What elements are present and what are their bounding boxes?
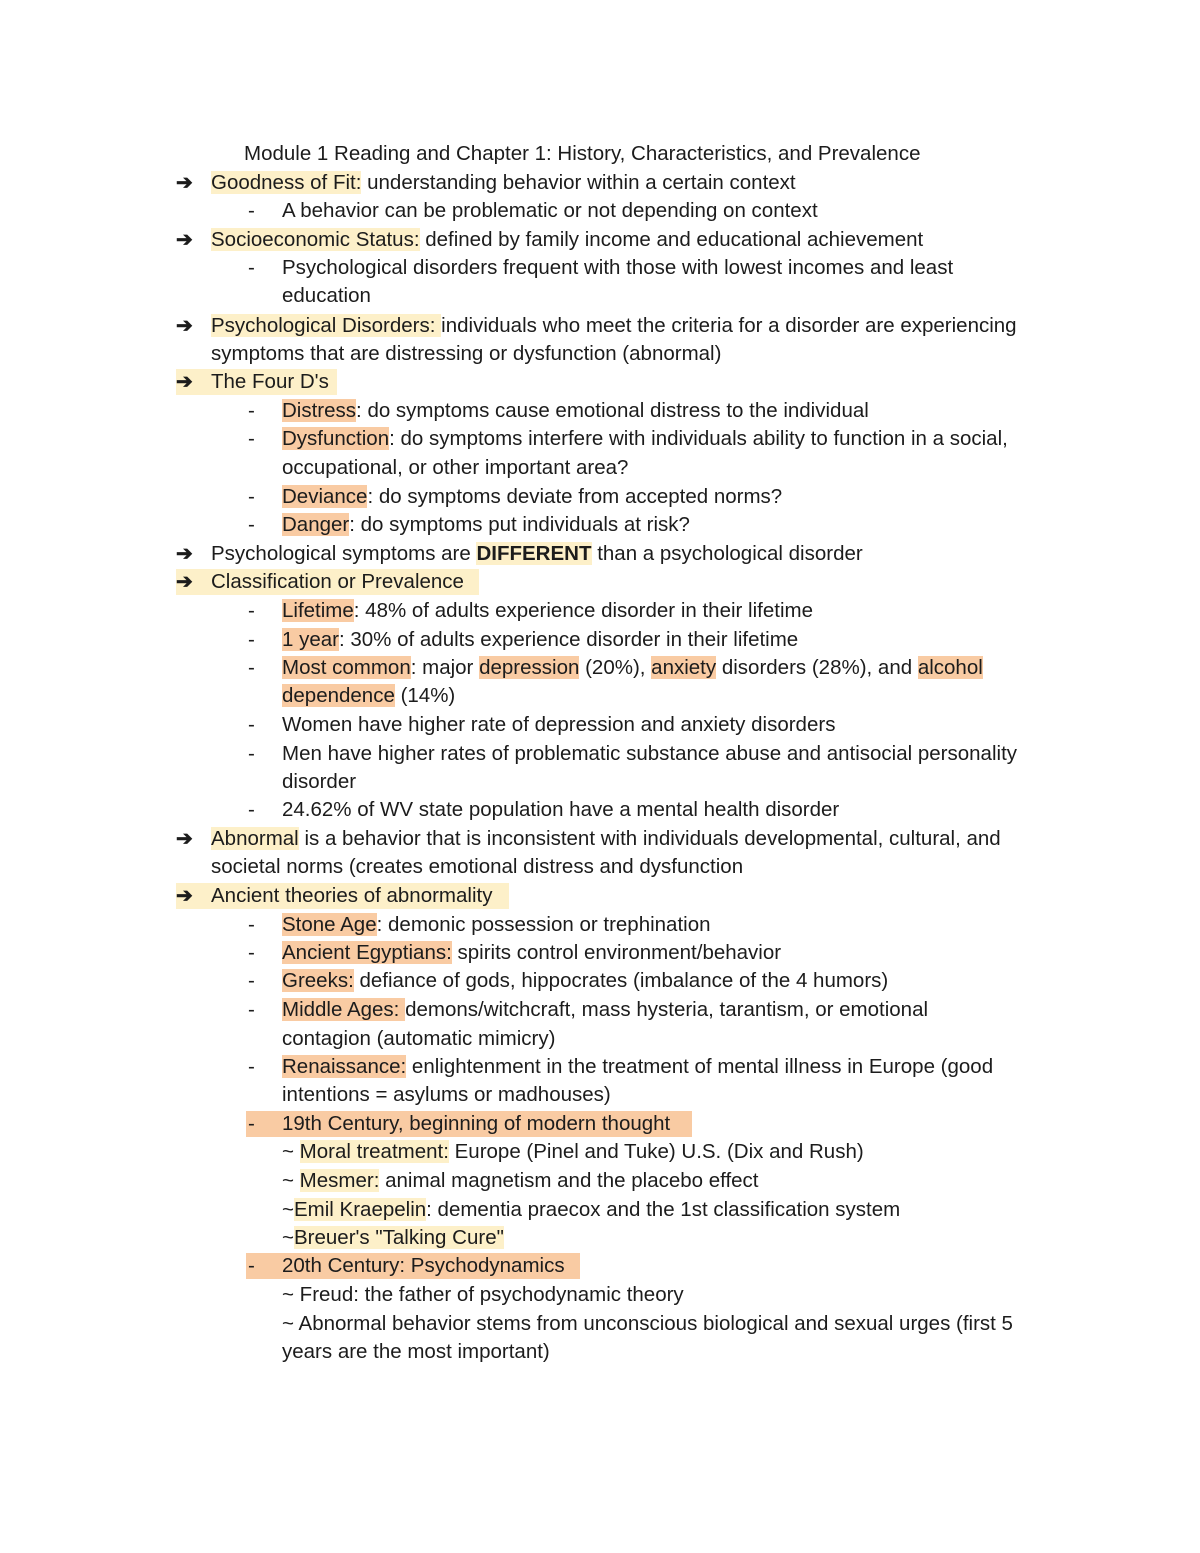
note-text: : 30% of adults experience disorder in their lifetime (338, 628, 799, 651)
subnote-danger (282, 512, 690, 538)
note-text: demons/witchcraft, mass hysteria, tarantism, or emotional (405, 998, 929, 1021)
subnote-1-year (282, 627, 798, 653)
subnote-men-cont: disorder (282, 770, 357, 793)
term-renaissance: Renaissance: (282, 1055, 407, 1078)
dash-bullet: - (248, 1254, 255, 1277)
note-text: enlightenment in the treatment of mental illness in Europe (good (406, 1055, 994, 1078)
dash-bullet: - (248, 798, 255, 821)
subnote-freud: ~ Freud: the father of psychodynamic theory (282, 1283, 684, 1306)
subnote-distress (282, 398, 869, 424)
subnote-breuer (282, 1225, 504, 1251)
note-abnormal (211, 826, 1001, 852)
note-text: ~ (282, 1226, 294, 1249)
subnote-wv: 24.62% of WV state population have a mental health disorder (282, 798, 840, 821)
term-anxiety: anxiety (651, 656, 717, 679)
term-kraepelin: Emil Kraepelin (293, 1198, 427, 1221)
dash-bullet: - (248, 256, 255, 279)
term-stone-age: Stone Age (282, 913, 377, 936)
note-text: : 48% of adults experience disorder in their lifetime (353, 599, 813, 622)
note-text: ~ (282, 1169, 300, 1192)
arrow-bullet: ➔ (176, 315, 193, 337)
document-title: Module 1 Reading and Chapter 1: History, Characteristics, and Prevalence (244, 142, 921, 165)
note-text: individuals who meet the criteria for a disorder are experiencing (441, 314, 1017, 337)
term-psych-disorders: Psychological Disorders: (211, 314, 442, 337)
subnote-renaissance (282, 1054, 993, 1080)
note-text: understanding behavior within a certain context (361, 171, 796, 194)
note-text: : dementia praecox and the 1st classification system (426, 1198, 901, 1221)
note-text: ~ (282, 1198, 294, 1221)
note-text: : do symptoms put individuals at risk? (349, 513, 690, 536)
subnote-ses-2: education (282, 284, 371, 307)
subnote-women: Women have higher rate of depression and anxiety disorders (282, 713, 836, 736)
note-abnormal-cont: societal norms (creates emotional distress and dysfunction (211, 855, 744, 878)
subnote-most-common-cont (282, 683, 455, 709)
note-text: Psychological symptoms are (211, 542, 477, 565)
term-deviance: Deviance (282, 485, 368, 508)
term-alcohol: alcohol (917, 656, 983, 679)
heading-four-ds: The Four D's (211, 370, 329, 393)
term-lifetime: Lifetime (282, 599, 354, 622)
note-ses (211, 227, 923, 253)
note-text: : major (410, 656, 480, 679)
note-text: (14%) (394, 684, 456, 707)
note-text: : do symptoms cause emotional distress to the individual (356, 399, 869, 422)
subnote-dysfunction (282, 426, 1008, 452)
note-text: defiance of gods, hippocrates (imbalance of the 4 humors) (353, 969, 889, 992)
term-danger: Danger (282, 513, 350, 536)
subnote-deviance (282, 484, 782, 510)
subnote-moral-treatment (282, 1139, 864, 1165)
term-greeks: Greeks: (282, 969, 354, 992)
note-psych-disorders (211, 313, 1017, 339)
dash-bullet: - (248, 913, 255, 936)
subnote-stone-age (282, 912, 711, 938)
dash-bullet: - (248, 399, 255, 422)
subnote-abnormal-behavior-cont: years are the most important) (282, 1340, 550, 1363)
note-text: : do symptoms deviate from accepted norms? (367, 485, 783, 508)
term-1-year: 1 year (282, 628, 339, 651)
dash-bullet: - (248, 713, 255, 736)
term-abnormal: Abnormal (211, 827, 299, 850)
dash-bullet: - (248, 485, 255, 508)
term-dependence: dependence (282, 684, 395, 707)
heading-ancient-theories: Ancient theories of abnormality (211, 884, 493, 907)
arrow-bullet: ➔ (176, 543, 193, 565)
subnote-middle-ages-cont: contagion (automatic mimicry) (282, 1027, 556, 1050)
arrow-bullet: ➔ (176, 229, 193, 251)
term-dysfunction: Dysfunction (282, 427, 390, 450)
term-ses: Socioeconomic Status: (211, 228, 420, 251)
note-text: : do symptoms interfere with individuals ability to function in a social, (389, 427, 1008, 450)
subnote-renaissance-cont: intentions = asylums or madhouses) (282, 1083, 611, 1106)
arrow-bullet: ➔ (176, 172, 193, 194)
dash-bullet: - (248, 656, 255, 679)
note-psych-disorders-cont: symptoms that are distressing or dysfunction (abnormal) (211, 342, 722, 365)
note-text: ~ (282, 1140, 300, 1163)
note-text: disorders (28%), and (716, 656, 918, 679)
heading-19th-century: 19th Century, beginning of modern thought (282, 1112, 671, 1135)
subnote-ses-1: Psychological disorders frequent with those with lowest incomes and least (282, 256, 954, 279)
note-text: spirits control environment/behavior (451, 941, 782, 964)
term-goodness-of-fit: Goodness of Fit: (211, 171, 362, 194)
note-text: animal magnetism and the placebo effect (379, 1169, 759, 1192)
dash-bullet: - (248, 628, 255, 651)
term-egyptians: Ancient Egyptians: (282, 941, 452, 964)
note-symptoms-different (211, 541, 863, 567)
emphasis-different: DIFFERENT (476, 542, 592, 565)
term-middle-ages: Middle Ages: (282, 998, 406, 1021)
dash-bullet: - (248, 427, 255, 450)
subnote-middle-ages (282, 997, 928, 1023)
term-depression: depression (479, 656, 580, 679)
subnote-greeks (282, 968, 888, 994)
dash-bullet: - (248, 998, 255, 1021)
dash-bullet: - (248, 1055, 255, 1078)
term-moral-treatment: Moral treatment: (299, 1140, 449, 1163)
subnote-egyptians (282, 940, 781, 966)
dash-bullet: - (248, 941, 255, 964)
subnote-goodness: A behavior can be problematic or not depending on context (282, 199, 818, 222)
heading-classification: Classification or Prevalence (211, 570, 464, 593)
note-goodness-of-fit (211, 170, 796, 196)
term-distress: Distress (282, 399, 357, 422)
subnote-dysfunction-cont: occupational, or other important area? (282, 456, 629, 479)
subnote-abnormal-behavior: ~ Abnormal behavior stems from unconscious biological and sexual urges (first 5 (282, 1312, 1013, 1335)
dash-bullet: - (248, 599, 255, 622)
dash-bullet: - (248, 742, 255, 765)
arrow-bullet: ➔ (176, 571, 193, 593)
term-most-common: Most common (282, 656, 411, 679)
note-text: than a psychological disorder (591, 542, 863, 565)
dash-bullet: - (248, 1112, 255, 1135)
dash-bullet: - (248, 969, 255, 992)
arrow-bullet: ➔ (176, 885, 193, 907)
note-text: : demonic possession or trephination (376, 913, 711, 936)
note-text: (20%), (579, 656, 652, 679)
term-mesmer: Mesmer: (299, 1169, 380, 1192)
subnote-kraepelin (282, 1197, 900, 1223)
note-text: is a behavior that is inconsistent with individuals developmental, cultural, and (298, 827, 1001, 850)
subnote-men: Men have higher rates of problematic substance abuse and antisocial personality (282, 742, 1018, 765)
dash-bullet: - (248, 199, 255, 222)
note-text: Europe (Pinel and Tuke) U.S. (Dix and Rush) (448, 1140, 864, 1163)
arrow-bullet: ➔ (176, 371, 193, 393)
dash-bullet: - (248, 513, 255, 536)
subnote-most-common (282, 655, 983, 681)
term-breuer: Breuer's "Talking Cure" (293, 1226, 504, 1249)
subnote-mesmer (282, 1168, 759, 1194)
note-text: defined by family income and educational achievement (419, 228, 924, 251)
heading-20th-century: 20th Century: Psychodynamics (282, 1254, 565, 1277)
subnote-lifetime (282, 598, 813, 624)
arrow-bullet: ➔ (176, 828, 193, 850)
